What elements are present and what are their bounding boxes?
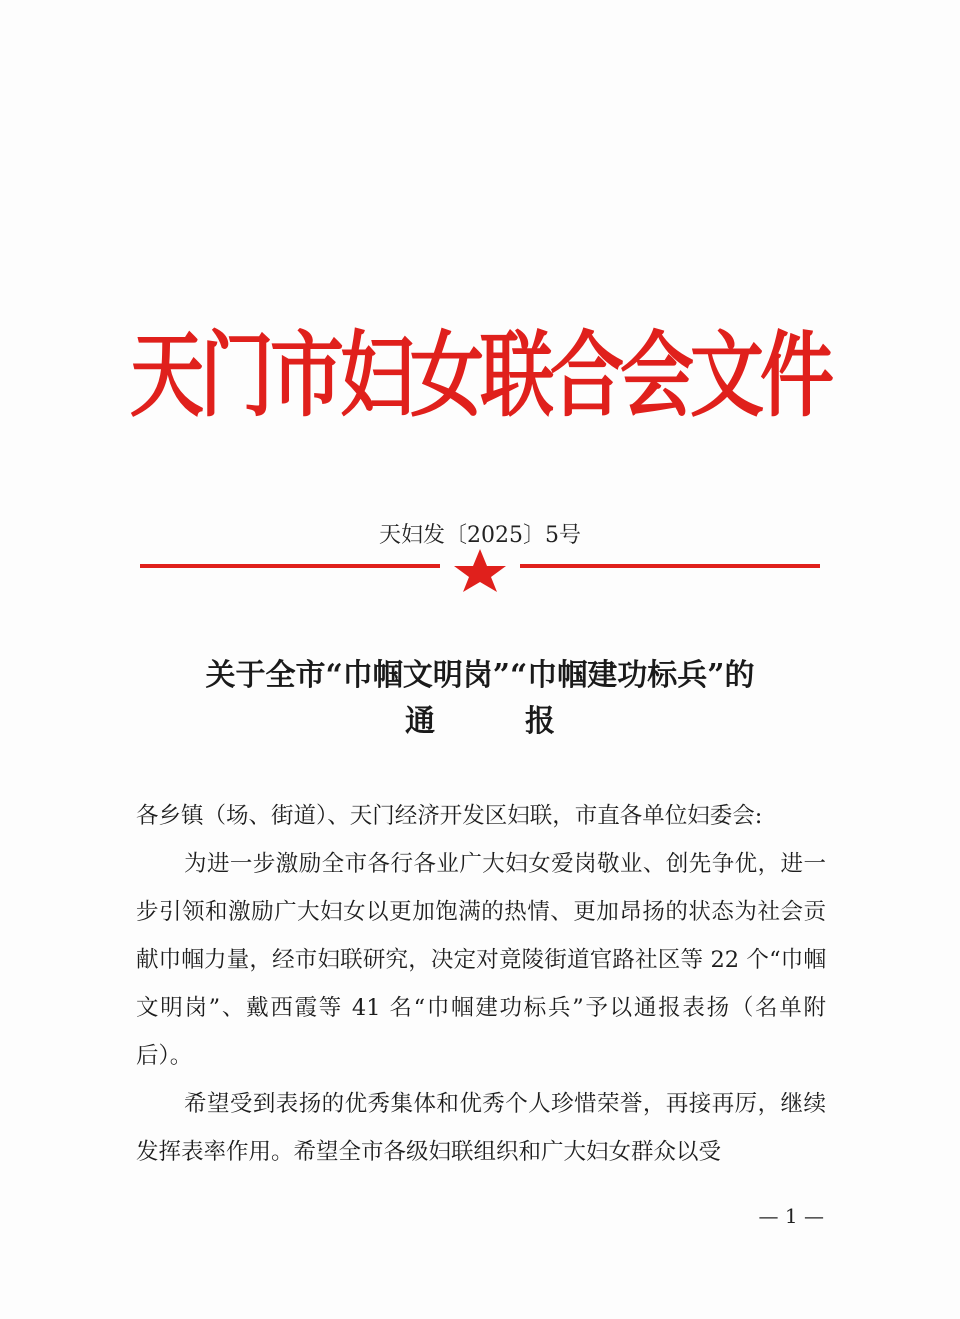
body-paragraph-2: 希望受到表扬的优秀集体和优秀个人珍惜荣誉，再接再厉，继续发挥表率作用。希望全市各级妇联组织和广大妇女群众以受: [136, 1091, 826, 1165]
body-paragraph-1: 为进一步激励全市各行各业广大妇女爱岗敬业、创先争优，进一步引领和激励广大妇女以更加饱满的热情、更加昂扬的状态为社会贡献巾帼力量，经市妇联研究，决定对竟陵街道官路社区等 22 个“巾帼文明岗”、戴西霞等 41 名“巾帼建功标兵”予以通报表扬（名单附后）。: [136, 851, 826, 1069]
issuing-authority-title: 天门市妇女联合会文件: [130, 322, 830, 430]
salutation: 各乡镇（场、街道）、天门经济开发区妇联，市直各单位妇委会:: [136, 803, 763, 829]
notice-title-char-bao: 报: [525, 704, 555, 739]
page-number: — 1 —: [758, 1204, 824, 1228]
notice-title-line1: 关于全市“巾帼文明岗”“巾帼建功标兵”的: [205, 658, 755, 693]
red-divider-with-star: [140, 548, 820, 592]
notice-title-char-tong: 通: [405, 704, 435, 739]
notice-title-line2: [0, 696, 960, 740]
document-number: 天妇发〔2025〕5号: [379, 523, 581, 548]
star-icon: [454, 549, 506, 592]
